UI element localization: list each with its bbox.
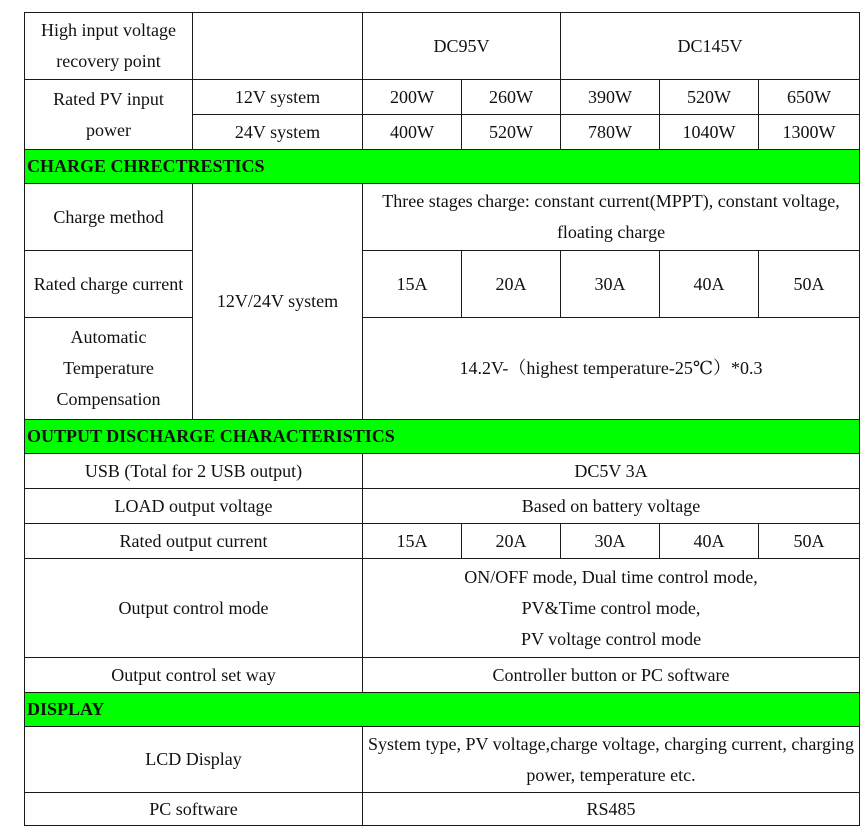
- cell-value: RS485: [363, 793, 860, 826]
- cell-value: Three stages charge: constant current(MPPT), constant voltage, floating charge: [363, 184, 860, 251]
- cell-value: 400W: [363, 115, 462, 150]
- cell-label: Rated output current: [25, 524, 363, 559]
- row-rated-charge-current: [25, 251, 860, 318]
- cell-value: 40A: [660, 251, 759, 318]
- cell-value: 260W: [462, 80, 561, 115]
- cell-value: 20A: [462, 524, 561, 559]
- cell-value: 14.2V-（highest temperature-25℃）*0.3: [363, 318, 860, 420]
- cell-value: DC145V: [561, 13, 860, 80]
- cell-value: 50A: [759, 251, 860, 318]
- cell-system: 24V system: [193, 115, 363, 150]
- cell-label: PC software: [25, 793, 363, 826]
- spec-table: [24, 12, 860, 826]
- row-load-voltage: [25, 489, 860, 524]
- cell-value: 200W: [363, 80, 462, 115]
- row-rated-output-current: [25, 524, 860, 559]
- cell-value: 520W: [462, 115, 561, 150]
- cell-value: 520W: [660, 80, 759, 115]
- cell-label: Charge method: [25, 184, 193, 251]
- row-rated-pv-12v: [25, 80, 860, 115]
- control-mode-line: ON/OFF mode, Dual time control mode,: [464, 566, 758, 587]
- row-lcd-display: [25, 727, 860, 793]
- cell-label: Output control mode: [25, 559, 363, 658]
- cell-label: LOAD output voltage: [25, 489, 363, 524]
- cell-value: 650W: [759, 80, 860, 115]
- cell-value: 50A: [759, 524, 860, 559]
- section-output: [25, 420, 860, 454]
- cell-value: 1040W: [660, 115, 759, 150]
- cell-label: Rated charge current: [25, 251, 193, 318]
- section-charge: [25, 150, 860, 184]
- section-title: OUTPUT DISCHARGE CHARACTERISTICS: [25, 420, 860, 454]
- row-usb: [25, 454, 860, 489]
- row-pc-software: [25, 793, 860, 826]
- cell-system: 12V system: [193, 80, 363, 115]
- cell-label: Output control set way: [25, 658, 363, 693]
- cell-value: 40A: [660, 524, 759, 559]
- section-title: DISPLAY: [25, 693, 860, 727]
- cell-value: 15A: [363, 524, 462, 559]
- cell-value: 30A: [561, 251, 660, 318]
- cell-value: Controller button or PC software: [363, 658, 860, 693]
- cell-value: 1300W: [759, 115, 860, 150]
- row-temp-compensation: [25, 318, 860, 420]
- cell-label: USB (Total for 2 USB output): [25, 454, 363, 489]
- cell-label: LCD Display: [25, 727, 363, 793]
- control-mode-line: PV voltage control mode: [520, 628, 702, 649]
- cell-value: 390W: [561, 80, 660, 115]
- row-output-control-mode: [25, 559, 860, 658]
- cell-label: Automatic Temperature Compensation: [25, 318, 193, 420]
- row-high-input-recovery: [25, 13, 860, 80]
- cell-label: High input voltage recovery point: [25, 13, 193, 80]
- section-display: [25, 693, 860, 727]
- control-mode-line: PV&Time control mode,: [521, 597, 701, 618]
- cell-value: Based on battery voltage: [363, 489, 860, 524]
- cell-value: [363, 559, 860, 658]
- cell-value: 780W: [561, 115, 660, 150]
- cell-system: 12V/24V system: [193, 184, 363, 420]
- cell-value: 15A: [363, 251, 462, 318]
- cell-value: DC5V 3A: [363, 454, 860, 489]
- cell-value: DC95V: [363, 13, 561, 80]
- cell-value: 30A: [561, 524, 660, 559]
- cell-value: 20A: [462, 251, 561, 318]
- section-title: CHARGE CHRECTRESTICS: [25, 150, 860, 184]
- row-charge-method: [25, 184, 860, 251]
- cell-value: System type, PV voltage,charge voltage, charging current, charging power, temperature etc.: [363, 727, 860, 793]
- cell-empty: [193, 13, 363, 80]
- cell-label: Rated PV input power: [25, 80, 193, 150]
- row-output-control-set: [25, 658, 860, 693]
